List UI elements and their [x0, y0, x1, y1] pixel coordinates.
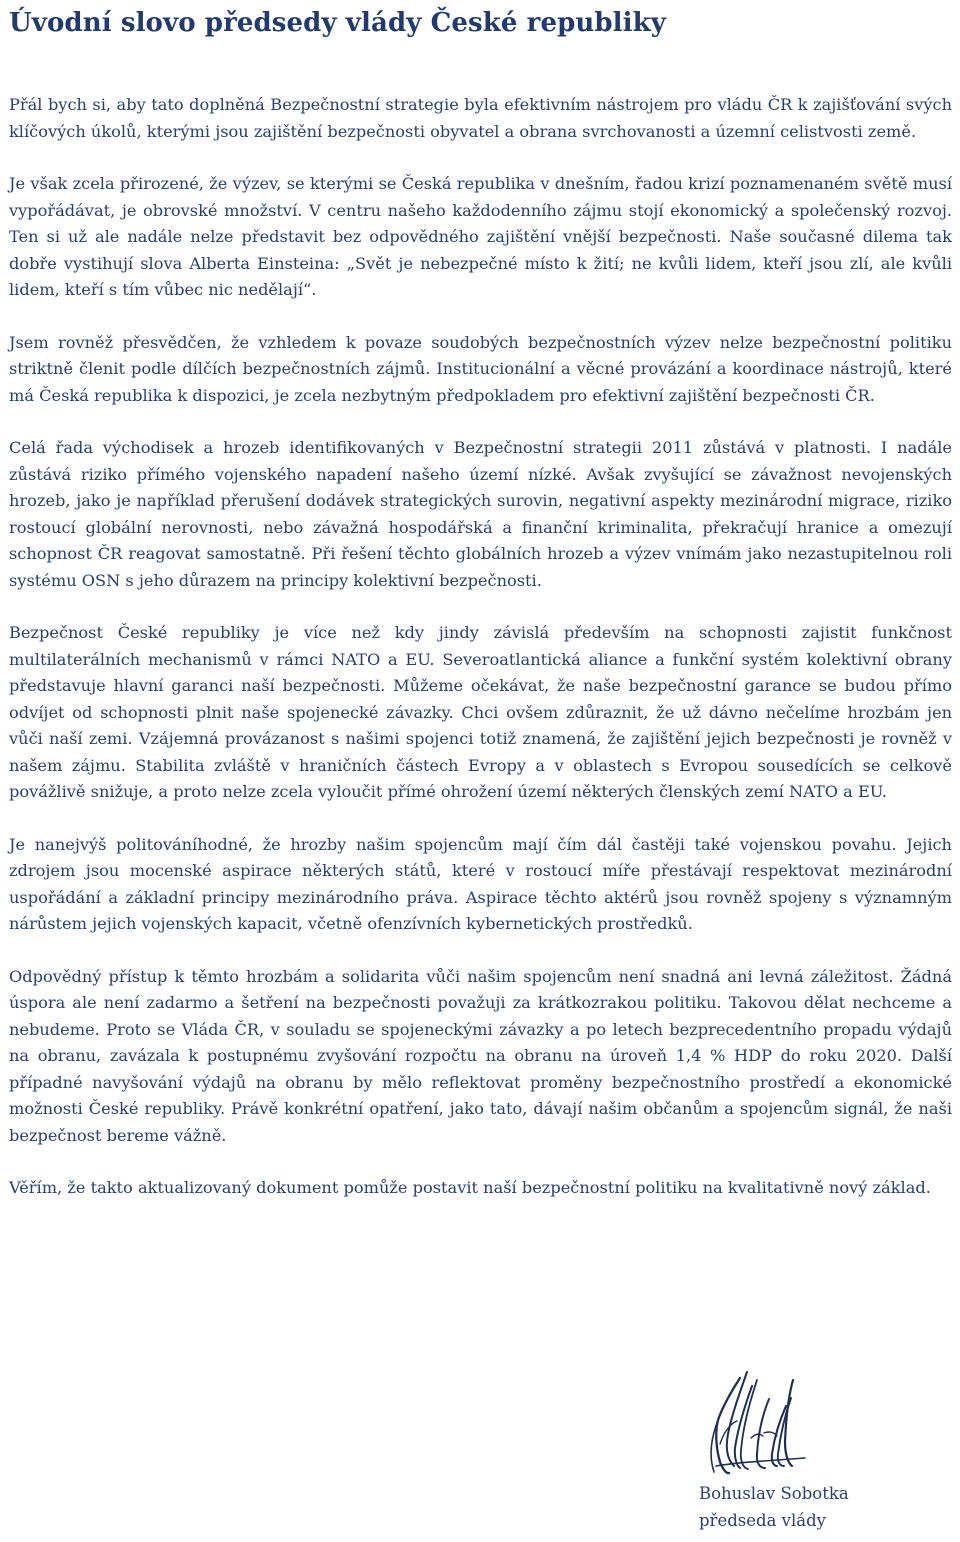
signatory-role: předseda vlády — [699, 1510, 826, 1530]
paragraph-4: Celá řada východisek a hrozeb identifikovaných v Bezpečnostní strategii 2011 zůstává v platnosti. I nadále zůstává riziko přímého vojenského napadení našeho území nízké. Avšak zvyšující se závažnost nevojenských hrozeb, jako je například přerušení dodávek strategických surovin, negativní aspekty mezinárodní migrace, riziko rostoucí globální nerovnosti, nebo závažná hospodářská a finanční kriminalita, překračují hranice a omezují schopnost ČR reagovat samostatně. Při řešení těchto globálních hrozeb a výzev vnímám jako nezastupitelnou roli systému OSN s jeho důrazem na principy kolektivní bezpečnosti. — [9, 438, 952, 590]
paragraph-3: Jsem rovněž přesvědčen, že vzhledem k povaze soudobých bezpečnostních výzev nelze bezpečnostní politiku striktně členit podle dílčích bezpečnostních zájmů. Institucionální a věcné provázání a koordinace nástrojů, které má Česká republika k dispozici, je zcela nezbytným předpokladem pro efektivní zajištění bezpečnosti ČR. — [9, 332, 952, 405]
paragraph-5: Bezpečnost České republiky je více než kdy jindy závislá především na schopnosti zajistit funkčnost multilaterálních mechanismů v rámci NATO a EU. Severoatlantická aliance a funkční systém kolektivní obrany představuje hlavní garanci naší bezpečnosti. Můžeme očekávat, že naše bezpečnostní garance se budou přímo odvíjet od schopnosti plnit naše spojenecké závazky. Chci ovšem zdůraznit, že už dávno nečelíme hrozbám jen vůči naší zemi. Vzájemná provázanost s našimi spojenci totiž znamená, že zajištění jejich bezpečnosti je rovněž v našem zájmu. Stabilita zvláště v hraničních částech Evropy a v oblastech s Evropou sousedících se celkově povážlivě snižuje, a proto nelze zcela vyloučit přímé ohrožení území některých členských zemí NATO a EU. — [9, 623, 952, 801]
signature-mark — [690, 1362, 820, 1482]
paragraph-1: Přál bych si, aby tato doplněná Bezpečnostní strategie byla efektivním nástrojem pro vládu ČR k zajišťování svých klíčových úkolů, kterými jsou zajištění bezpečnosti obyvatel a obrana svrchovanosti a územní celistvosti země. — [9, 95, 952, 141]
handwritten-signature — [690, 1362, 820, 1482]
paragraph-7: Odpovědný přístup k těmto hrozbám a solidarita vůči našim spojencům není snadná ani levná záležitost. Žádná úspora ale není zadarmo a šetření na bezpečnosti považuji za krátkozrakou politiku. Takovou dělat nechceme a nebudeme. Proto se Vláda ČR, v souladu se spojeneckými závazky a po letech bezprecedentního propadu výdajů na obranu, zavázala k postupnému zvyšování rozpočtu na obranu na úroveň 1,4 % HDP do roku 2020. Další případné navyšování výdajů na obranu by mělo reflektovat proměny bezpečnostního prostředí a ekonomické možnosti České republiky. Právě konkrétní opatření, jako tato, dávají našim občanům a spojencům signál, že naši bezpečnost bereme vážně. — [9, 966, 952, 1145]
paragraph-8: Věřím, že takto aktualizovaný dokument pomůže postavit naší bezpečnostní politiku na kvalitativně nový základ. — [9, 1178, 931, 1197]
page-title: Úvodní slovo předsedy vlády České republiky — [9, 8, 666, 38]
signatory-name: Bohuslav Sobotka — [699, 1484, 849, 1503]
signatory-block — [699, 1481, 929, 1534]
paragraph-2: Je však zcela přirozené, že výzev, se kterými se Česká republika v dnešním, řadou krizí poznamenaném světě musí vypořádávat, je obrovské množství. V centru našeho každodenního zájmu stojí ekonomický a společenský rozvoj. Ten si už ale nadále nelze představit bez odpovědného zajištění vnější bezpečnosti. Naše současné dilema tak dobře vystihují slova Alberta Einsteina: „Svět je nebezpečné místo k žití; ne kvůli lidem, kteří jsou zlí, ale kvůli lidem, kteří s tím vůbec nic nedělají“. — [9, 174, 952, 299]
paragraph-6: Je nanejvýš politováníhodné, že hrozby našim spojencům mají čím dál častěji také vojenskou povahu. Jejich zdrojem jsou mocenské aspirace některých států, které v rostoucí míře přestávají respektovat mezinárodní uspořádání a základní principy mezinárodního práva. Aspirace těchto aktérů jsou rovněž spojeny s významným nárůstem jejich vojenských kapacit, včetně ofenzívních kybernetických prostředků. — [9, 834, 952, 933]
body-text — [9, 92, 952, 1228]
